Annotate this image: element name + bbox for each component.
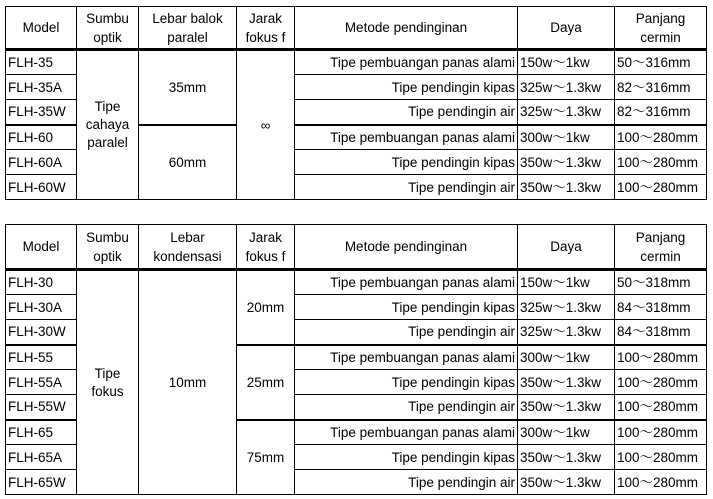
cooling-method-cell: Tipe pembuangan panas alami xyxy=(295,270,518,295)
mirror-length-cell: 100～280mm xyxy=(615,395,707,420)
header-optical-axis: Sumbu optik xyxy=(77,225,139,270)
header-row xyxy=(6,225,707,270)
table-row xyxy=(6,270,707,295)
header-condensing-width: Lebar kondensasi xyxy=(139,225,237,270)
power-cell: 350w～1.3kw xyxy=(518,150,615,175)
power-cell: 150w～1kw xyxy=(518,270,615,295)
mirror-length-cell: 100～280mm xyxy=(615,150,707,175)
model-cell: FLH-60 xyxy=(6,125,77,150)
mirror-length-cell: 84～318mm xyxy=(615,295,707,320)
mirror-length-cell: 100～280mm xyxy=(615,470,707,495)
model-cell: FLH-35 xyxy=(6,50,77,75)
header-focal-length: Jarak fokus f xyxy=(237,225,295,270)
power-cell: 300w～1kw xyxy=(518,420,615,445)
power-cell: 350w～1.3kw xyxy=(518,445,615,470)
mirror-length-cell: 100～280mm xyxy=(615,175,707,200)
mirror-length-cell: 100～280mm xyxy=(615,345,707,370)
cooling-method-cell: Tipe pendingin kipas xyxy=(295,75,518,100)
header-power: Daya xyxy=(518,7,615,50)
mirror-length-cell: 100～280mm xyxy=(615,370,707,395)
cooling-method-cell: Tipe pendingin kipas xyxy=(295,370,518,395)
model-cell: FLH-60W xyxy=(6,175,77,200)
power-cell: 325w～1.3kw xyxy=(518,320,615,345)
power-cell: 325w～1.3kw xyxy=(518,295,615,320)
mirror-length-cell: 82～316mm xyxy=(615,75,707,100)
mirror-length-cell: 50～318mm xyxy=(615,270,707,295)
beam-width-cell: 35mm xyxy=(139,50,237,125)
model-cell: FLH-60A xyxy=(6,150,77,175)
beam-width-cell: 60mm xyxy=(139,125,237,200)
cooling-method-cell: Tipe pembuangan panas alami xyxy=(295,345,518,370)
model-cell: FLH-35W xyxy=(6,100,77,125)
power-cell: 325w～1.3kw xyxy=(518,75,615,100)
power-cell: 350w～1.3kw xyxy=(518,370,615,395)
model-cell: FLH-55A xyxy=(6,370,77,395)
model-cell: FLH-55W xyxy=(6,395,77,420)
header-cooling-method: Metode pendinginan xyxy=(295,225,518,270)
cooling-method-cell: Tipe pembuangan panas alami xyxy=(295,125,518,150)
model-cell: FLH-65 xyxy=(6,420,77,445)
cooling-method-cell: Tipe pendingin air xyxy=(295,100,518,125)
header-beam-width: Lebar balok paralel xyxy=(139,7,237,50)
power-cell: 325w～1.3kw xyxy=(518,100,615,125)
mirror-length-cell: 84～318mm xyxy=(615,320,707,345)
parallel-beam-spec-table xyxy=(5,6,707,200)
header-model: Model xyxy=(6,7,77,50)
header-mirror-length: Panjang cermin xyxy=(615,7,707,50)
condensing-width-cell: 10mm xyxy=(139,270,237,495)
focal-length-cell: 75mm xyxy=(237,420,295,495)
model-cell: FLH-30W xyxy=(6,320,77,345)
focus-spec-table xyxy=(5,224,707,495)
header-power: Daya xyxy=(518,225,615,270)
mirror-length-cell: 100～280mm xyxy=(615,445,707,470)
cooling-method-cell: Tipe pembuangan panas alami xyxy=(295,420,518,445)
focal-length-cell: 25mm xyxy=(237,345,295,420)
table-row xyxy=(6,50,707,75)
mirror-length-cell: 100～280mm xyxy=(615,420,707,445)
cooling-method-cell: Tipe pendingin air xyxy=(295,320,518,345)
cooling-method-cell: Tipe pendingin kipas xyxy=(295,295,518,320)
power-cell: 350w～1.3kw xyxy=(518,175,615,200)
header-row xyxy=(6,7,707,50)
cooling-method-cell: Tipe pendingin kipas xyxy=(295,150,518,175)
cooling-method-cell: Tipe pendingin air xyxy=(295,175,518,200)
header-cooling-method: Metode pendinginan xyxy=(295,7,518,50)
focal-length-cell: 20mm xyxy=(237,270,295,345)
cooling-method-cell: Tipe pembuangan panas alami xyxy=(295,50,518,75)
header-mirror-length: Panjang cermin xyxy=(615,225,707,270)
power-cell: 350w～1.3kw xyxy=(518,470,615,495)
model-cell: FLH-30A xyxy=(6,295,77,320)
header-optical-axis: Sumbu optik xyxy=(77,7,139,50)
power-cell: 300w～1kw xyxy=(518,345,615,370)
focal-length-cell: ∞ xyxy=(237,50,295,200)
model-cell: FLH-35A xyxy=(6,75,77,100)
mirror-length-cell: 50～316mm xyxy=(615,50,707,75)
model-cell: FLH-65W xyxy=(6,470,77,495)
model-cell: FLH-55 xyxy=(6,345,77,370)
power-cell: 350w～1.3kw xyxy=(518,395,615,420)
model-cell: FLH-65A xyxy=(6,445,77,470)
optical-axis-cell: Tipe cahaya paralel xyxy=(77,50,139,200)
cooling-method-cell: Tipe pendingin kipas xyxy=(295,445,518,470)
optical-axis-cell: Tipe fokus xyxy=(77,270,139,495)
cooling-method-cell: Tipe pendingin air xyxy=(295,395,518,420)
header-model: Model xyxy=(6,225,77,270)
mirror-length-cell: 82～316mm xyxy=(615,100,707,125)
model-cell: FLH-30 xyxy=(6,270,77,295)
power-cell: 300w～1kw xyxy=(518,125,615,150)
cooling-method-cell: Tipe pendingin air xyxy=(295,470,518,495)
header-focal-length: Jarak fokus f xyxy=(237,7,295,50)
power-cell: 150w～1kw xyxy=(518,50,615,75)
mirror-length-cell: 100～280mm xyxy=(615,125,707,150)
